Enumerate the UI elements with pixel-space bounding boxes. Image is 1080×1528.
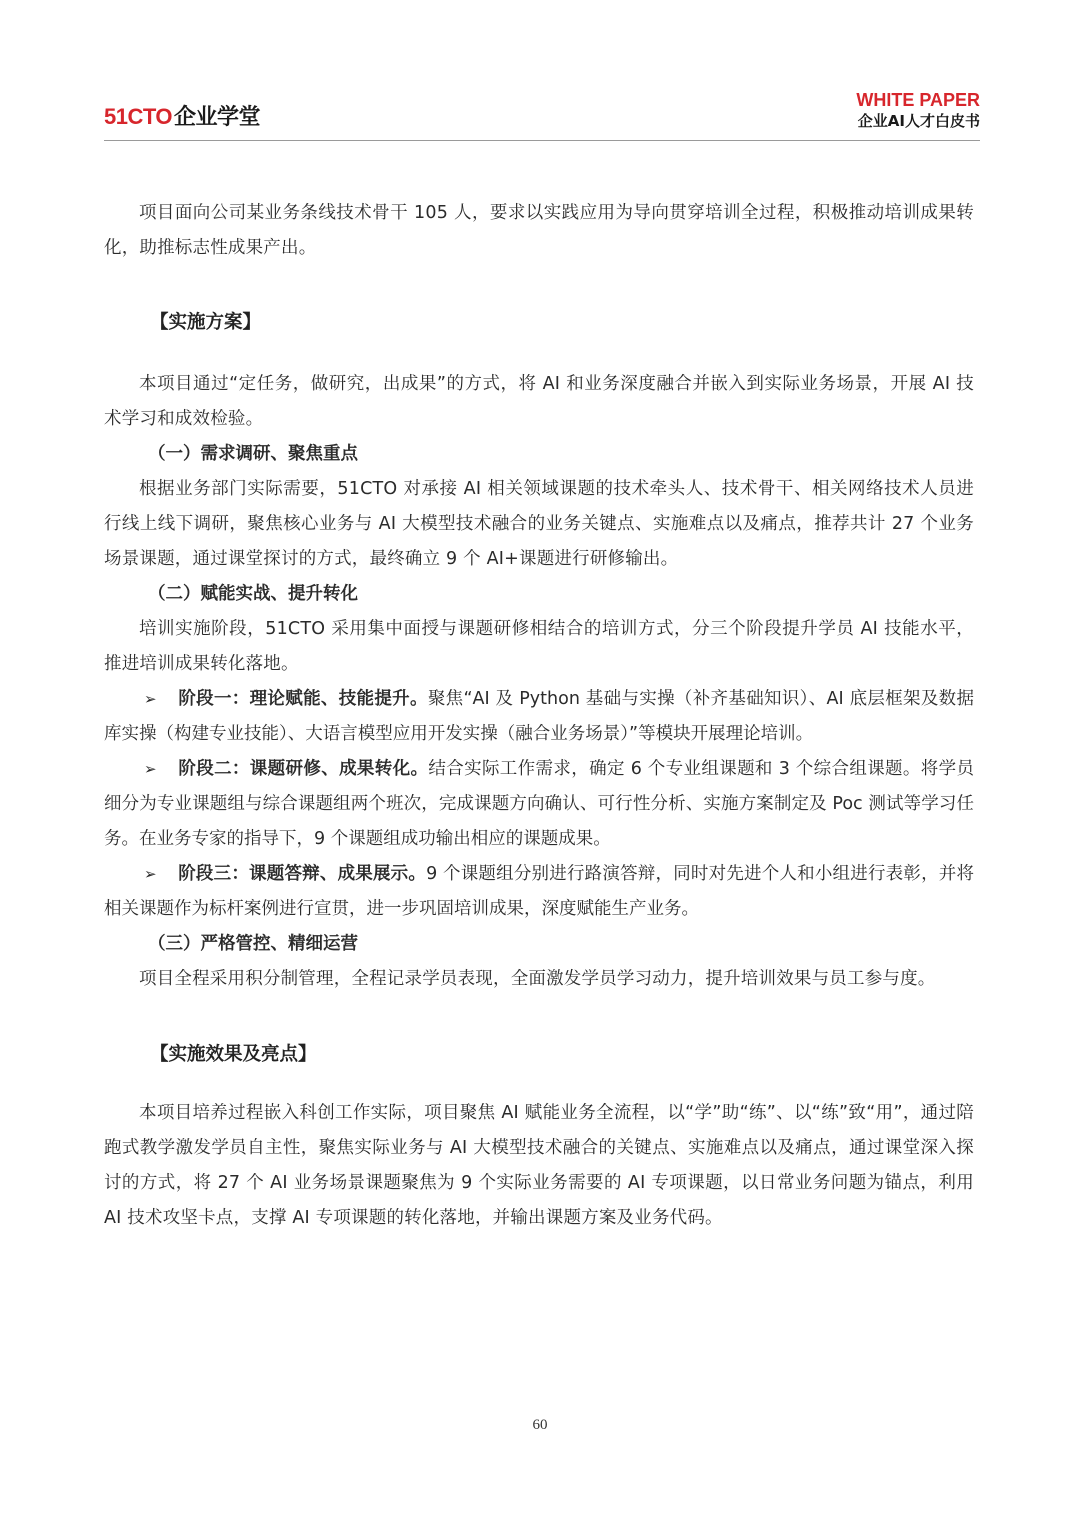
section-title-implementation: 【实施方案】	[150, 312, 262, 333]
document-body	[104, 196, 974, 1236]
implementation-paragraph: 本项目通过“定任务，做研究，出成果”的方式，将 AI 和业务深度融合并嵌入到实际业务场景，开展 AI 技术学习和成效检验。	[104, 374, 974, 429]
subsection-text-3: 项目全程采用积分制管理，全程记录学员表现，全面激发学员学习动力，提升培训效果与员工参与度。	[139, 969, 936, 989]
logo-org: 企业学堂	[174, 104, 261, 129]
arrow-bullet-icon: ➢	[144, 760, 157, 778]
stage-label: 阶段三：课题答辩、成果展示。	[178, 864, 427, 884]
subsection-title-1: （一）需求调研、聚焦重点	[148, 444, 358, 464]
header-title-block	[856, 89, 980, 131]
section-title-results: 【实施效果及亮点】	[150, 1044, 317, 1065]
page-header	[104, 86, 980, 141]
stage-text: 结合实际工作需求，确定 6 个专业组课题和 3 个综合组课题。将学员细分为专业课题组与综合课题组两个班次，完成课题方向确认、可行性分析、实施方案制定及 Poc 测试等学习任务。在业务专家的指导下，9 个课题组成功输出相应的课题成果。	[104, 759, 974, 849]
stage-item-3	[104, 857, 974, 927]
stage-text: 9 个课题组分别进行路演答辩，同时对先进个人和小组进行表彰，并将相关课题作为标杆案例进行宣贯，进一步巩固培训成果，深度赋能生产业务。	[104, 864, 975, 919]
stage-item-2	[104, 752, 974, 857]
white-paper-label: WHITE PAPER	[856, 90, 980, 110]
results-paragraph: 本项目培养过程嵌入科创工作实际，项目聚焦 AI 赋能业务全流程，以“学”助“练”、以“练”致“用”，通过陪跑式教学激发学员自主性，聚焦实际业务与 AI 大模型技术融合的关键点、实施难点以及痛点，通过课堂深入探讨的方式，将 27 个 AI 业务场景课题聚焦为 9 个实际业务需要的 AI 专项课题，以日常业务问题为锚点，利用 AI 技术攻坚卡点，支撑 AI 专项课题的转化落地，并输出课题方案及业务代码。	[104, 1103, 974, 1228]
page-number: 60	[532, 1417, 548, 1433]
company-logo	[104, 100, 260, 131]
subsection-title-3: （三）严格管控、精细运营	[148, 934, 358, 954]
stage-label: 阶段一：理论赋能、技能提升。	[178, 689, 428, 709]
subsection-text-1: 根据业务部门实际需要，51CTO 对承接 AI 相关领域课题的技术牵头人、技术骨干、相关网络技术人员进行线上线下调研，聚焦核心业务与 AI 大模型技术融合的业务关键点、实施难点以及痛点，推荐共计 27 个业务场景课题，通过课堂探讨的方式，最终确立 9 个 AI+课题进行研修输出。	[104, 479, 974, 569]
logo-brand: 51CTO	[104, 104, 173, 129]
white-paper-subtitle: 企业AI人才白皮书	[857, 112, 980, 130]
subsection-title-2: （二）赋能实战、提升转化	[148, 584, 358, 604]
arrow-bullet-icon: ➢	[144, 690, 157, 708]
stage-item-1	[104, 682, 974, 752]
arrow-bullet-icon: ➢	[144, 865, 157, 883]
stage-text: 聚焦“AI 及 Python 基础与实操（补齐基础知识）、AI 底层框架及数据库实操（构建专业技能）、大语言模型应用开发实操（融合业务场景）”等模块开展理论培训。	[104, 689, 974, 744]
subsection-text-2: 培训实施阶段，51CTO 采用集中面授与课题研修相结合的培训方式，分三个阶段提升学员 AI 技能水平，推进培训成果转化落地。	[104, 619, 974, 674]
stage-label: 阶段二：课题研修、成果转化。	[178, 759, 429, 779]
intro-paragraph: 项目面向公司某业务条线技术骨干 105 人，要求以实践应用为导向贯穿培训全过程，积极推动培训成果转化，助推标志性成果产出。	[104, 203, 974, 258]
